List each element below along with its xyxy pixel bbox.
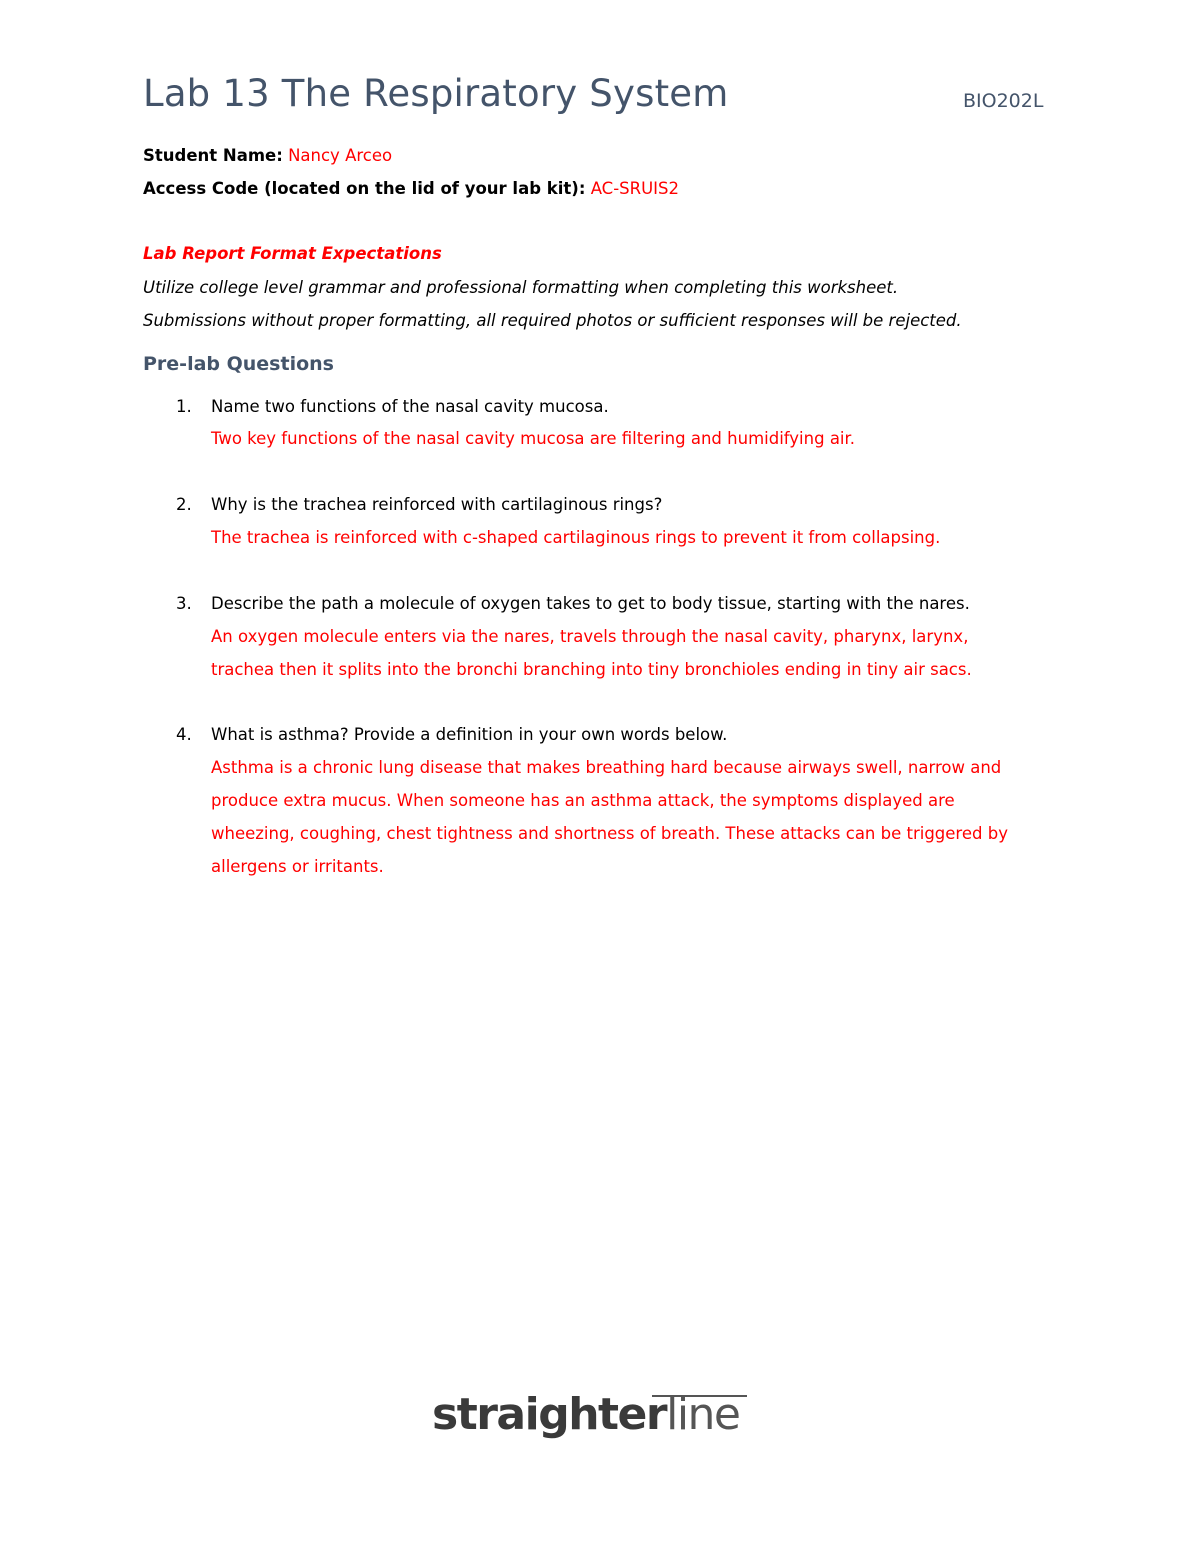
- access-code-label: Access Code (located on the lid of your lab kit):: [143, 179, 586, 198]
- answer-line: wheezing, coughing, chest tightness and shortness of breath. These attacks can be triggered by: [211, 824, 1008, 843]
- document-title: Lab 13 The Respiratory System: [143, 72, 729, 115]
- access-code-line: [143, 179, 679, 198]
- course-code: BIO202L: [963, 90, 1044, 112]
- logo-bold-part: straighter: [432, 1389, 667, 1440]
- student-name-value: Nancy Arceo: [288, 146, 393, 165]
- answer-line: An oxygen molecule enters via the nares, travels through the nasal cavity, pharynx, larynx,: [211, 627, 969, 646]
- access-code-value: AC-SRUIS2: [590, 179, 680, 198]
- prelab-heading: Pre-lab Questions: [143, 353, 334, 375]
- answer-line: Two key functions of the nasal cavity mucosa are filtering and humidifying air.: [211, 429, 856, 448]
- question-text: Name two functions of the nasal cavity mucosa.: [211, 397, 609, 416]
- straighterline-logo: [432, 1385, 762, 1455]
- answer-line: allergens or irritants.: [211, 857, 384, 876]
- answer-line: trachea then it splits into the bronchi branching into tiny bronchioles ending in tiny air sacs.: [211, 660, 972, 679]
- question-number: 2.: [176, 495, 192, 514]
- logo-wordmark: [432, 1389, 740, 1440]
- format-expectations-line-1: Utilize college level grammar and professional formatting when completing this worksheet.: [143, 278, 899, 297]
- student-name-line: [143, 146, 392, 165]
- question-text: What is asthma? Provide a definition in your own words below.: [211, 725, 728, 744]
- question-text: Why is the trachea reinforced with cartilaginous rings?: [211, 495, 663, 514]
- question-number: 3.: [176, 594, 192, 613]
- logo-light-part: line: [666, 1389, 740, 1440]
- answer-line: Asthma is a chronic lung disease that makes breathing hard because airways swell, narrow and: [211, 758, 1002, 777]
- answer-line: The trachea is reinforced with c-shaped cartilaginous rings to prevent it from collapsing.: [211, 528, 941, 547]
- format-expectations-line-2: Submissions without proper formatting, all required photos or sufficient responses will be rejected.: [143, 311, 962, 330]
- question-number: 4.: [176, 725, 192, 744]
- format-expectations-title: Lab Report Format Expectations: [143, 244, 442, 263]
- question-number: 1.: [176, 397, 192, 416]
- answer-line: produce extra mucus. When someone has an asthma attack, the symptoms displayed are: [211, 791, 955, 810]
- question-text: Describe the path a molecule of oxygen takes to get to body tissue, starting with the nares.: [211, 594, 970, 613]
- student-name-label: Student Name:: [143, 146, 283, 165]
